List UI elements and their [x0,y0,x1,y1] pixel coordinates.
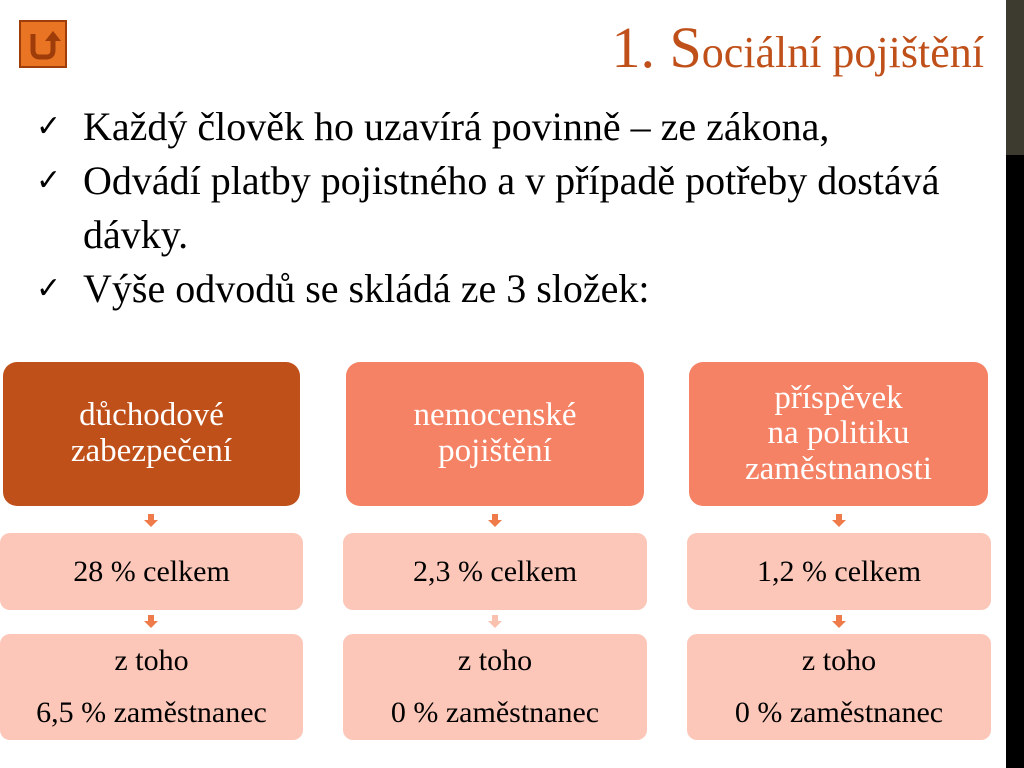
arrow-down-icon [488,615,502,628]
rate-box-employment: 1,2 % celkem [687,533,991,610]
page-title: 1. Sociální pojištění [611,15,984,80]
detail-box-pension: z toho 6,5 % zaměstnanec [0,634,303,740]
arrow-down-icon [488,514,502,527]
arrow-down-icon [144,514,158,527]
bullet-item: ✓ Každý člověk ho uzavírá povinně – ze zákona, [36,100,996,154]
side-bar-top [1006,0,1024,155]
header-box-pension: důchodové zabezpečení [3,362,300,506]
arrow-down-icon [144,615,158,628]
bullet-item: ✓ Výše odvodů se skládá ze 3 složek: [36,262,996,316]
side-bar [1006,155,1024,768]
home-button[interactable] [19,20,67,68]
rate-box-pension: 28 % celkem [0,533,303,610]
header-box-sickness: nemocenské pojištění [346,362,644,506]
bullet-list [36,100,996,316]
check-icon: ✓ [36,163,62,198]
check-icon: ✓ [36,109,62,144]
check-icon: ✓ [36,271,62,306]
return-arrow-icon [25,26,61,62]
bullet-item: ✓ Odvádí platby pojistného a v případě potřeby dostává dávky. [36,154,996,262]
header-box-employment: příspěvek na politiku zaměstnanosti [689,362,988,506]
arrow-down-icon [832,615,846,628]
detail-box-sickness: z toho 0 % zaměstnanec [343,634,647,740]
rate-box-sickness: 2,3 % celkem [343,533,647,610]
detail-box-employment: z toho 0 % zaměstnanec [687,634,991,740]
arrow-down-icon [832,514,846,527]
